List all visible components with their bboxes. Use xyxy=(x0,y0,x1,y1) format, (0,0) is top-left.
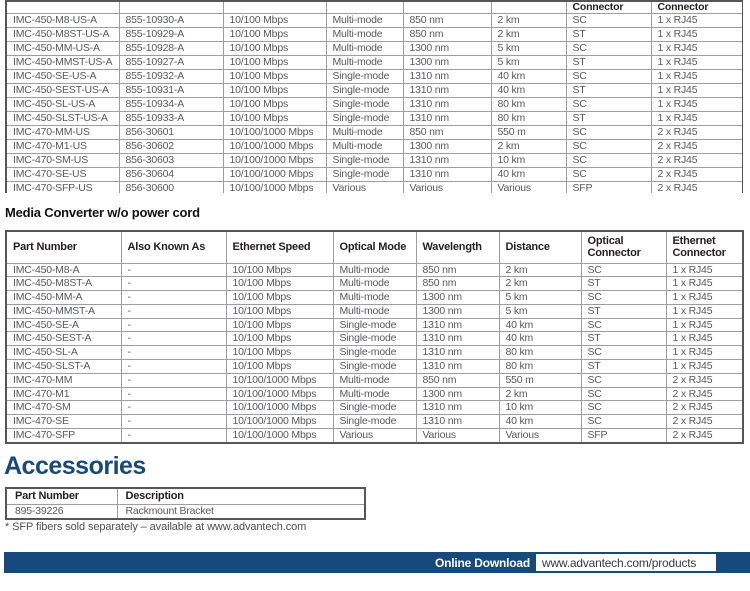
table-cell: 10/100 Mbps xyxy=(226,346,333,360)
table-cell: - xyxy=(121,332,226,346)
table-cell: IMC-470-SFP xyxy=(6,429,121,443)
table-cell: - xyxy=(121,387,226,401)
table-cell: 2 x RJ45 xyxy=(651,182,743,194)
table-cell: IMC-450-M8-A xyxy=(6,263,121,277)
table-cell: 2 x RJ45 xyxy=(651,168,743,182)
table-cell: 1310 nm xyxy=(403,168,491,182)
table-cell: 10/100/1000 Mbps xyxy=(226,429,333,443)
table-cell: Single-mode xyxy=(326,84,403,98)
table-cell: ST xyxy=(581,332,666,346)
table-cell: 40 km xyxy=(491,84,566,98)
table-cell: 1 x RJ45 xyxy=(651,14,743,28)
table-cell: 856-30602 xyxy=(119,140,223,154)
table-cell: Multi-mode xyxy=(333,277,416,291)
table-cell: Multi-mode xyxy=(326,56,403,70)
table-row xyxy=(6,263,743,277)
table-cell: SC xyxy=(566,168,651,182)
table-cell: Various xyxy=(491,182,566,194)
table-cell: Single-mode xyxy=(326,168,403,182)
table-row xyxy=(6,56,743,70)
table-cell: Single-mode xyxy=(333,318,416,332)
table-cell: 10/100/1000 Mbps xyxy=(226,401,333,415)
table-cell: 2 x RJ45 xyxy=(651,126,743,140)
table-cell: SC xyxy=(581,346,666,360)
table-cell: IMC-450-MM-A xyxy=(6,291,121,305)
table-cell: Multi-mode xyxy=(326,28,403,42)
table-row xyxy=(6,84,743,98)
table-row xyxy=(6,98,743,112)
table-cell: Single-mode xyxy=(326,70,403,84)
table-row xyxy=(6,291,743,305)
table-cell: 2 x RJ45 xyxy=(666,415,743,429)
table-cell: 1300 nm xyxy=(416,387,499,401)
table-row xyxy=(6,182,743,194)
download-url-box[interactable] xyxy=(536,554,716,571)
table-cell: 855-10928-A xyxy=(119,42,223,56)
table-cell: 2 km xyxy=(499,263,581,277)
media-converter-wo-power-cord-table xyxy=(5,230,744,444)
column-header: Wavelength xyxy=(416,231,499,263)
table-cell: 10/100 Mbps xyxy=(226,318,333,332)
table-cell: 2 km xyxy=(491,14,566,28)
table-cell: 80 km xyxy=(491,112,566,126)
accessories-table xyxy=(5,487,366,520)
table-cell: 1300 nm xyxy=(403,42,491,56)
table-cell: 550 m xyxy=(491,126,566,140)
table-cell: 40 km xyxy=(491,70,566,84)
table-cell: - xyxy=(121,373,226,387)
table-cell: IMC-470-M1 xyxy=(6,387,121,401)
table-cell: 1 x RJ45 xyxy=(666,263,743,277)
table-cell: 40 km xyxy=(499,415,581,429)
table-cell: 1 x RJ45 xyxy=(651,70,743,84)
table-cell: 1 x RJ45 xyxy=(651,28,743,42)
table-header-row xyxy=(6,231,743,263)
table-cell: 10/100/1000 Mbps xyxy=(223,154,326,168)
table-cell: IMC-450-SEST-A xyxy=(6,332,121,346)
table-header-row xyxy=(6,1,743,14)
section-heading-wo-power-cord: Media Converter w/o power cord xyxy=(5,205,200,220)
column-header: Connector xyxy=(651,1,743,14)
table-cell: IMC-470-MM-US xyxy=(6,126,119,140)
table-row xyxy=(6,415,743,429)
column-header: Description xyxy=(117,488,365,505)
table-cell: Various xyxy=(333,429,416,443)
online-download-label: Online Download xyxy=(435,555,530,570)
table-cell: 10/100/1000 Mbps xyxy=(226,387,333,401)
table-header-row xyxy=(6,488,365,505)
table-cell: IMC-450-SLST-US-A xyxy=(6,112,119,126)
table-row xyxy=(6,304,743,318)
table-row xyxy=(6,126,743,140)
accessories-heading: Accessories xyxy=(4,452,146,480)
table-cell: 10/100 Mbps xyxy=(223,70,326,84)
table-cell: SC xyxy=(581,263,666,277)
table-cell: 10 km xyxy=(491,154,566,168)
table-cell: IMC-450-SE-US-A xyxy=(6,70,119,84)
table-cell: 5 km xyxy=(491,56,566,70)
table-cell: IMC-470-SE xyxy=(6,415,121,429)
table-cell: Multi-mode xyxy=(333,263,416,277)
table-cell: SC xyxy=(566,98,651,112)
table-cell: Multi-mode xyxy=(333,291,416,305)
table-row xyxy=(6,318,743,332)
table-cell: Multi-mode xyxy=(333,387,416,401)
table-cell: SC xyxy=(581,387,666,401)
table-row xyxy=(6,14,743,28)
table-cell: Single-mode xyxy=(326,112,403,126)
table-cell: 856-30601 xyxy=(119,126,223,140)
table-cell: 1310 nm xyxy=(416,415,499,429)
table-cell: 2 km xyxy=(499,277,581,291)
table-cell: 40 km xyxy=(499,318,581,332)
table-cell: IMC-450-MMST-A xyxy=(6,304,121,318)
table-cell: - xyxy=(121,346,226,360)
column-header: Part Number xyxy=(6,231,121,263)
table-cell: 1310 nm xyxy=(416,332,499,346)
table-cell: SC xyxy=(566,140,651,154)
table-cell: 1 x RJ45 xyxy=(666,360,743,374)
table-cell: ST xyxy=(566,84,651,98)
table-row xyxy=(6,360,743,374)
table-cell: Multi-mode xyxy=(326,42,403,56)
column-header xyxy=(326,1,403,14)
table-cell: 1 x RJ45 xyxy=(651,42,743,56)
table-cell: SFP xyxy=(566,182,651,194)
table-cell: IMC-470-SM-US xyxy=(6,154,119,168)
table-cell: 2 x RJ45 xyxy=(651,154,743,168)
table-cell: Multi-mode xyxy=(326,126,403,140)
table-cell: 1300 nm xyxy=(416,291,499,305)
table-cell: 2 x RJ45 xyxy=(666,401,743,415)
table-cell: 10/100/1000 Mbps xyxy=(223,126,326,140)
table-cell: 5 km xyxy=(491,42,566,56)
table-cell: IMC-450-SL-US-A xyxy=(6,98,119,112)
table-cell: Single-mode xyxy=(333,415,416,429)
download-url[interactable]: www.advantech.com/products xyxy=(542,555,697,570)
column-header: Ethernet Connector xyxy=(666,231,743,263)
table-cell: IMC-470-SE-US xyxy=(6,168,119,182)
table-cell: 10/100/1000 Mbps xyxy=(223,168,326,182)
table-cell: 1300 nm xyxy=(403,140,491,154)
table-cell: 855-10927-A xyxy=(119,56,223,70)
table-cell: SC xyxy=(581,318,666,332)
table-cell: 2 km xyxy=(491,28,566,42)
table-cell: IMC-450-M8ST-A xyxy=(6,277,121,291)
table-cell: Various xyxy=(326,182,403,194)
table-cell: 855-10929-A xyxy=(119,28,223,42)
table-cell: 1310 nm xyxy=(416,346,499,360)
table-cell: ST xyxy=(581,304,666,318)
table-cell: - xyxy=(121,360,226,374)
table-cell: IMC-450-SLST-A xyxy=(6,360,121,374)
table-cell: 855-10934-A xyxy=(119,98,223,112)
column-header: Optical Mode xyxy=(333,231,416,263)
sfp-footnote: * SFP fibers sold separately – available at www.advantech.com xyxy=(5,521,307,533)
table-cell: Various xyxy=(499,429,581,443)
table-cell: - xyxy=(121,277,226,291)
table-cell: ST xyxy=(581,277,666,291)
table-cell: 1310 nm xyxy=(403,154,491,168)
media-converter-us-table xyxy=(5,0,743,193)
table-cell: 1 x RJ45 xyxy=(651,84,743,98)
table-cell: IMC-450-M8ST-US-A xyxy=(6,28,119,42)
table-cell: - xyxy=(121,263,226,277)
table-cell: 850 nm xyxy=(403,14,491,28)
table-cell: 5 km xyxy=(499,304,581,318)
column-header: Also Known As xyxy=(121,231,226,263)
table-cell: IMC-450-SE-A xyxy=(6,318,121,332)
table-cell: 10 km xyxy=(499,401,581,415)
table-cell: 855-10930-A xyxy=(119,14,223,28)
table-cell: SC xyxy=(566,14,651,28)
table-cell: 10/100/1000 Mbps xyxy=(223,140,326,154)
table-cell: 5 km xyxy=(499,291,581,305)
table-cell: IMC-450-MMST-US-A xyxy=(6,56,119,70)
table-cell: 80 km xyxy=(499,346,581,360)
table-cell: 2 x RJ45 xyxy=(666,387,743,401)
table-cell: ST xyxy=(566,56,651,70)
table-cell: 2 x RJ45 xyxy=(651,140,743,154)
table-cell: 10/100 Mbps xyxy=(226,277,333,291)
column-header: Ethernet Speed xyxy=(226,231,333,263)
table-cell: 1 x RJ45 xyxy=(666,332,743,346)
table-cell: 10/100 Mbps xyxy=(226,291,333,305)
table-row xyxy=(6,373,743,387)
table-cell: - xyxy=(121,429,226,443)
table-cell: ST xyxy=(581,360,666,374)
table-cell: Single-mode xyxy=(333,401,416,415)
table-cell: 2 x RJ45 xyxy=(666,373,743,387)
table-cell: SFP xyxy=(581,429,666,443)
table-cell: IMC-450-SEST-US-A xyxy=(6,84,119,98)
table-cell: 850 nm xyxy=(403,126,491,140)
column-header xyxy=(119,1,223,14)
table-cell: 40 km xyxy=(491,168,566,182)
column-header: Distance xyxy=(499,231,581,263)
table-row xyxy=(6,505,365,520)
table-cell: 1 x RJ45 xyxy=(651,98,743,112)
table-cell: Rackmount Bracket xyxy=(117,505,365,520)
table-cell: SC xyxy=(581,415,666,429)
table-cell: 2 x RJ45 xyxy=(666,429,743,443)
table-cell: 2 km xyxy=(491,140,566,154)
table-cell: 895-39226 xyxy=(6,505,117,520)
table-cell: Multi-mode xyxy=(326,140,403,154)
table-cell: - xyxy=(121,318,226,332)
table-cell: 1 x RJ45 xyxy=(666,346,743,360)
table-cell: 1310 nm xyxy=(403,98,491,112)
table-row xyxy=(6,401,743,415)
table-cell: SC xyxy=(566,154,651,168)
table-cell: 855-10931-A xyxy=(119,84,223,98)
table-cell: 10/100 Mbps xyxy=(226,332,333,346)
table-cell: 10/100 Mbps xyxy=(223,98,326,112)
table-cell: - xyxy=(121,304,226,318)
table-cell: IMC-470-SFP-US xyxy=(6,182,119,194)
table-cell: IMC-470-SM xyxy=(6,401,121,415)
table-row xyxy=(6,346,743,360)
table-cell: 850 nm xyxy=(416,373,499,387)
footer-bar xyxy=(4,552,750,573)
table-cell: 10/100 Mbps xyxy=(223,84,326,98)
table-row xyxy=(6,112,743,126)
table-row xyxy=(6,429,743,443)
table-cell: SC xyxy=(581,291,666,305)
table-cell: IMC-470-M1-US xyxy=(6,140,119,154)
table-cell: Multi-mode xyxy=(326,14,403,28)
table-cell: IMC-450-MM-US-A xyxy=(6,42,119,56)
table-cell: Multi-mode xyxy=(333,373,416,387)
table-cell: 1310 nm xyxy=(416,318,499,332)
table-cell: 1 x RJ45 xyxy=(666,277,743,291)
table-cell: 2 km xyxy=(499,387,581,401)
table-row xyxy=(6,70,743,84)
table-cell: 1310 nm xyxy=(403,112,491,126)
table-cell: Single-mode xyxy=(326,98,403,112)
table-cell: 850 nm xyxy=(403,28,491,42)
table-cell: 1310 nm xyxy=(416,401,499,415)
table-cell: 856-30603 xyxy=(119,154,223,168)
table-cell: 855-10933-A xyxy=(119,112,223,126)
table-cell: SC xyxy=(581,373,666,387)
column-header xyxy=(6,1,119,14)
table-cell: SC xyxy=(566,126,651,140)
column-header: Part Number xyxy=(6,488,117,505)
table-cell: - xyxy=(121,415,226,429)
table-cell: 1 x RJ45 xyxy=(651,56,743,70)
column-header xyxy=(403,1,491,14)
table-cell: SC xyxy=(581,401,666,415)
table-cell: Single-mode xyxy=(326,154,403,168)
table-cell: SC xyxy=(566,70,651,84)
table-cell: 10/100/1000 Mbps xyxy=(226,415,333,429)
column-header xyxy=(223,1,326,14)
table-cell: - xyxy=(121,401,226,415)
table-cell: 10/100 Mbps xyxy=(223,14,326,28)
table-cell: Single-mode xyxy=(333,332,416,346)
table-cell: 856-30604 xyxy=(119,168,223,182)
table-cell: 10/100 Mbps xyxy=(226,263,333,277)
table-cell: Various xyxy=(416,429,499,443)
table-cell: 80 km xyxy=(499,360,581,374)
table-cell: 10/100 Mbps xyxy=(226,304,333,318)
table-cell: 1310 nm xyxy=(416,360,499,374)
table-row xyxy=(6,154,743,168)
table-cell: 1310 nm xyxy=(403,70,491,84)
table-cell: 850 nm xyxy=(416,263,499,277)
table-cell: Single-mode xyxy=(333,360,416,374)
table-cell: 10/100 Mbps xyxy=(223,42,326,56)
table-row xyxy=(6,168,743,182)
table-cell: 856-30600 xyxy=(119,182,223,194)
table-cell: Multi-mode xyxy=(333,304,416,318)
table-cell: 40 km xyxy=(499,332,581,346)
table-cell: 550 m xyxy=(499,373,581,387)
table-cell: 1300 nm xyxy=(403,56,491,70)
table-row xyxy=(6,277,743,291)
table-cell: 10/100 Mbps xyxy=(226,360,333,374)
table-cell: ST xyxy=(566,28,651,42)
media-converter-us-table-wrapper xyxy=(5,0,743,193)
table-cell: 10/100 Mbps xyxy=(223,112,326,126)
table-cell: 10/100 Mbps xyxy=(223,28,326,42)
table-cell: IMC-450-M8-US-A xyxy=(6,14,119,28)
table-cell: - xyxy=(121,291,226,305)
table-cell: SC xyxy=(566,42,651,56)
table-row xyxy=(6,42,743,56)
table-cell: 10/100 Mbps xyxy=(223,56,326,70)
table-cell: 1 x RJ45 xyxy=(666,318,743,332)
table-cell: IMC-470-MM xyxy=(6,373,121,387)
column-header: Connector xyxy=(566,1,651,14)
table-cell: 10/100/1000 Mbps xyxy=(223,182,326,194)
table-cell: 850 nm xyxy=(416,277,499,291)
table-row xyxy=(6,140,743,154)
table-cell: 80 km xyxy=(491,98,566,112)
table-cell: 1 x RJ45 xyxy=(666,304,743,318)
table-cell: 1300 nm xyxy=(416,304,499,318)
table-cell: 1 x RJ45 xyxy=(651,112,743,126)
table-cell: 10/100/1000 Mbps xyxy=(226,373,333,387)
table-cell: IMC-450-SL-A xyxy=(6,346,121,360)
table-cell: Single-mode xyxy=(333,346,416,360)
table-cell: 1 x RJ45 xyxy=(666,291,743,305)
column-header: Optical Connector xyxy=(581,231,666,263)
table-row xyxy=(6,387,743,401)
table-cell: Various xyxy=(403,182,491,194)
table-row xyxy=(6,28,743,42)
column-header xyxy=(491,1,566,14)
table-row xyxy=(6,332,743,346)
table-cell: ST xyxy=(566,112,651,126)
table-cell: 855-10932-A xyxy=(119,70,223,84)
table-cell: 1310 nm xyxy=(403,84,491,98)
